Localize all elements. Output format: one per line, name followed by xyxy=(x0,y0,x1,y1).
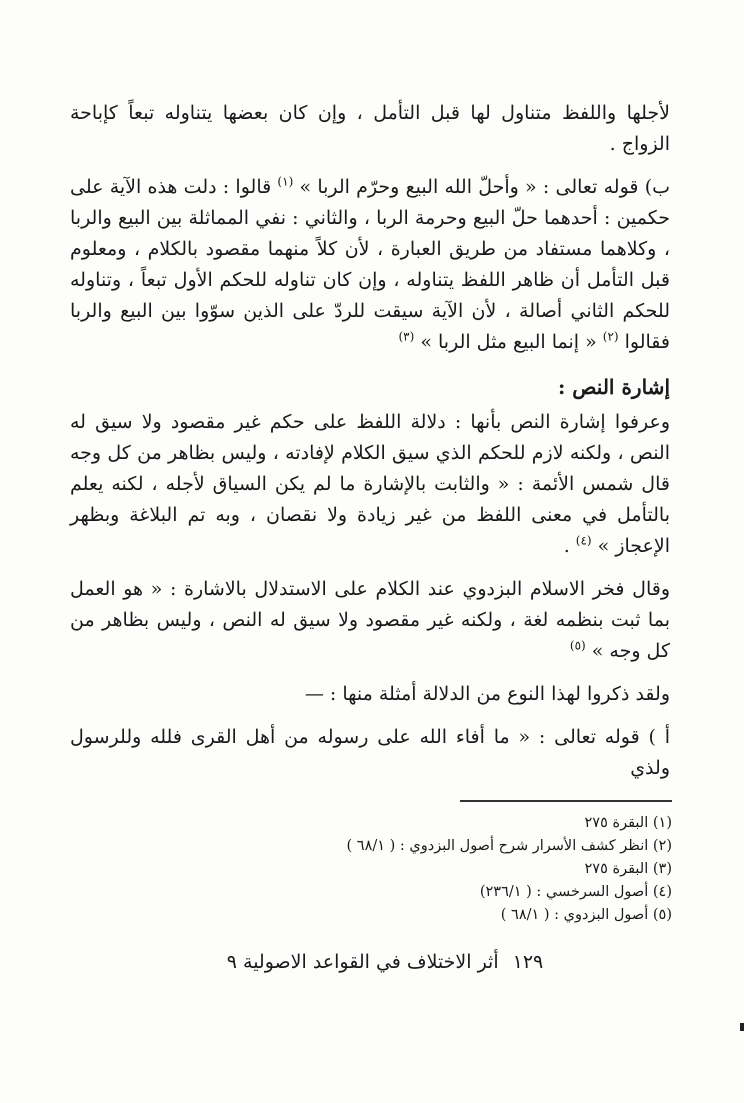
paragraph-3-end: . xyxy=(563,535,576,557)
paragraph-2 xyxy=(70,172,670,358)
paragraph-1: لأجلها واللفظ متناول لها قبل التأمل ، وإن كان بعضها يتناوله تبعاً كإباحة الزواج . xyxy=(70,102,670,155)
paragraph-5: ولقد ذكروا لهذا النوع من الدلالة أمثلة منها : — xyxy=(304,683,670,705)
page-number: ١٢٩ xyxy=(512,951,544,973)
footnote-5: (٥) أصول البزدوي : ( ٦٨/١ ) xyxy=(500,907,672,923)
paragraph-4-text: وقال فخر الاسلام البزدوي عند الكلام على الاستدلال بالاشارة : « هو العمل بما ثبت بنظمه لغة ، ولكنه غير مقصود ولا سيق له النص ، وليس بظاهر من كل وجه » xyxy=(70,578,670,662)
footnote-2: (٢) انظر كشف الأسرار شرح أصول البزدوي : ( ٦٨/١ ) xyxy=(346,838,672,854)
book-title: أثر الاختلاف في القواعد الاصولية ٩ xyxy=(226,951,499,973)
footnote-ref-4: (٤) xyxy=(575,533,592,548)
paragraph-2-continuation: قالوا : دلت هذه الآية على حكمين : أحدهما حلّ البيع وحرمة الربا ، والثاني : نفي المماثلة بين البيع والربا ، وكلاهما مستفاد من طريق العبارة ، لأن كلاً منهما مقصود بالكلام ، ومعلوم قبل التأمل أن ظاهر اللفظ يتناوله ، وإن كان تناوله للحكم الأول تبعاً ، وتناوله للحكم الثاني أصالة ، لأن الآية سيقت للردّ على الذين سوّوا بين البيع والربا فقالوا xyxy=(70,176,670,353)
footnote-4: (٤) أصول السرخسي : ( ٢٣٦/١) xyxy=(479,884,672,900)
paragraph-4 xyxy=(70,574,670,667)
page-footer xyxy=(95,951,675,973)
footnote-3: (٣) البقرة ٢٧٥ xyxy=(584,861,672,877)
paragraph-2-text: ب) قوله تعالى : « وأحلّ الله البيع وحرّم الربا » xyxy=(293,176,670,198)
paragraph-6: أ ) قوله تعالى : « ما أفاء الله على رسوله من أهل القرى فلله وللرسول ولذي xyxy=(70,726,670,779)
edge-mark xyxy=(740,1023,744,1031)
footnotes xyxy=(280,812,672,927)
paragraph-3 xyxy=(70,407,670,562)
footnote-ref-5: (٥) xyxy=(569,638,586,653)
paragraph-3-text: وعرفوا إشارة النص بأنها : دلالة اللفظ على حكم غير مقصود ولا سيق له النص ، ولكنه لازم للحكم الذي سيق الكلام لإفادته ، وليس بظاهر من كل وجه قال شمس الأئمة : « والثابت بالإشارة ما لم يكن السياق لأجله ، لكنه يعلم بالتأمل في معنى اللفظ من غير زيادة ولا نقصان ، وبه تم البلاغة وبظهر الإعجاز » xyxy=(70,411,670,557)
footnote-ref-1: (١) xyxy=(277,174,294,189)
footnote-divider xyxy=(460,800,672,802)
section-heading: إشارة النص : xyxy=(557,375,670,399)
paragraph-2-quote: « إنما البيع مثل الربا » xyxy=(414,331,603,353)
footnote-ref-3: (٣) xyxy=(398,329,415,344)
footnote-1: (١) البقرة ٢٧٥ xyxy=(584,815,672,831)
footnote-ref-2: (٢) xyxy=(602,329,619,344)
page-body xyxy=(70,98,670,784)
